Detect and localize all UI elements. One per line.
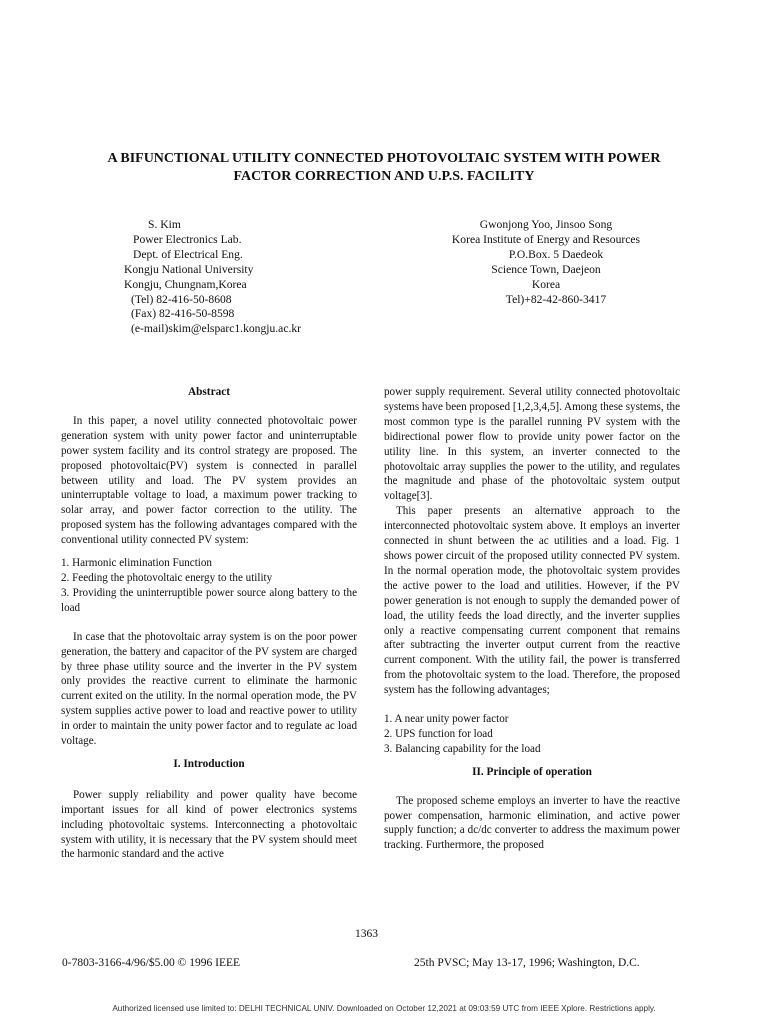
list-item: 3. Balancing capability for the load	[384, 742, 541, 755]
author-line: Dept. of Electrical Eng.	[133, 247, 243, 261]
abstract-paragraph: In this paper, a novel utility connected photovoltaic power generation system with unity power factor and uninterruptable power system facility and its control strategy are proposed. The proposed photovoltaic(PV) system is connected in parallel between utility and load. The PV system provides an uninterruptable voltage to load, a maximum power tracking to solar array, and power factor correction to the utility. The proposed system has the following advantages compared with the conventional utility connected PV system:	[61, 414, 357, 547]
author-line: Kongju, Chungnam,Korea	[124, 277, 247, 291]
author-line: Power Electronics Lab.	[133, 232, 242, 246]
list-item: 1. Harmonic elimination Function	[61, 557, 212, 570]
list-item: 3. Providing the uninterruptible power source along battery to the load	[61, 586, 357, 614]
title-line-2: FACTOR CORRECTION AND U.P.S. FACILITY	[233, 169, 535, 184]
author-name: S. Kim	[148, 218, 181, 231]
author-line: P.O.Box. 5 Daedeok	[508, 247, 604, 261]
list-item: 2. UPS function for load	[384, 727, 493, 740]
body-paragraph: The proposed scheme employs an inverter to have the reactive power compensation, harmonic elimination, and active power supply function; a dc/dc converter to address the maximum power tracking. Furthermore, the proposed	[384, 794, 680, 852]
license-notice: Authorized licensed use limited to: DELHI TECHNICAL UNIV. Downloaded on October 12,2021 at 09:03:59 UTC from IEEE Xplore. Restrictions apply.	[112, 1004, 656, 1013]
author-line: Science Town, Daejeon	[491, 262, 601, 276]
body-paragraph: power supply requirement. Several utility connected photovoltaic systems have been proposed [1,2,3,4,5]. Among these systems, the most common type is the parallel running PV system with the bidirectional power flow to provide unity power factor on the utility line. In this system, an inverter connected to the photovoltaic array supplies the power to the utility, and regulates the magnitude and phase of the photovoltaic system output voltage[3].	[384, 386, 680, 503]
author-line: Korea	[531, 277, 561, 291]
footer-conference: 25th PVSC; May 13-17, 1996; Washington, D.C.	[414, 957, 640, 969]
body-paragraph: This paper presents an alternative approach to the interconnected photovoltaic system above. It employs an inverter connected in shunt between the ac utilities and a load. Fig. 1 shows power circuit of the proposed utility connected PV system. In the normal operation mode, the photovoltaic system provides the active power to the load and utilities. However, if the PV power generation is not enough to supply the demanded power of load, the utility feeds the load directly, and the inverter supplies only a reactive compensating current component that remains after subtracting the inverter output current from the reactive current component. With the utility fail, the power is transferred from the photovoltaic system to the load. Therefore, the proposed system has the following advantages;	[384, 505, 680, 697]
author-affiliation-right	[396, 218, 696, 307]
right-column	[384, 385, 680, 853]
author-name: Gwonjong Yoo, Jinsoo Song	[479, 218, 613, 231]
author-line: Kongju National University	[124, 262, 254, 276]
author-email: (e-mail)skim@elsparc1.kongju.ac.kr	[131, 322, 302, 336]
footer-copyright: 0-7803-3166-4/96/$5.00 © 1996 IEEE	[62, 957, 241, 969]
author-fax: (Fax) 82-416-50-8598	[131, 307, 235, 321]
author-affiliation-left	[118, 218, 358, 337]
paper-title	[40, 150, 728, 186]
page-number: 1363	[355, 928, 378, 940]
introduction-paragraph: Power supply reliability and power quality have become important issues for all kind of power electronics systems including photovoltaic systems. Interconnecting a photovoltaic system with utility, it is necessary that the PV system should meet the harmonic standard and the active	[61, 788, 357, 861]
title-line-1: A BIFUNCTIONAL UTILITY CONNECTED PHOTOVOLTAIC SYSTEM WITH POWER	[107, 151, 661, 166]
list-item: 2. Feeding the photovoltaic energy to the utility	[61, 571, 273, 584]
author-line: Korea Institute of Energy and Resources	[451, 232, 641, 246]
section-heading: II. Principle of operation	[472, 765, 592, 778]
author-phone: Tel)+82-42-860-3417	[505, 292, 607, 306]
abstract-paragraph: In case that the photovoltaic array system is on the poor power generation, the battery and capacitor of the PV system are charged by three phase utility source and the inverter in the PV system only provides the reactive current to eliminate the harmonic current exited on the utility. In the normal operation mode, the PV system supplies active power to load and reactive power to utility in order to maintain the unity power factor and to regulate ac load voltage.	[61, 630, 357, 748]
left-column	[61, 385, 357, 862]
list-item: 1. A near unity power factor	[384, 713, 509, 726]
introduction-heading: I. Introduction	[173, 757, 245, 770]
abstract-heading: Abstract	[187, 386, 231, 398]
author-phone: (Tel) 82-416-50-8608	[131, 292, 232, 306]
